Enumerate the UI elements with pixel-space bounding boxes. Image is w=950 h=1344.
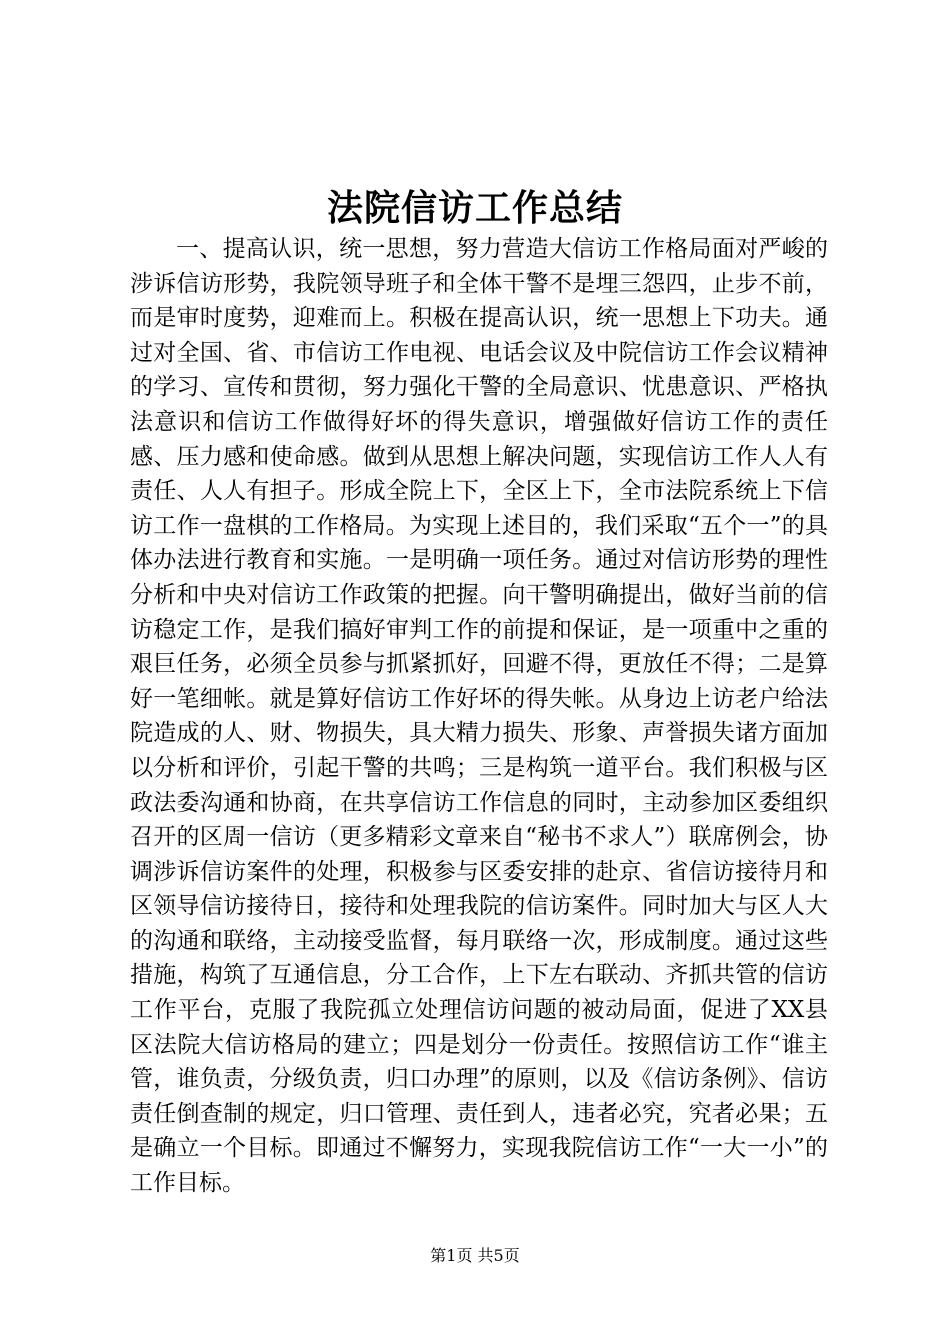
page-number-footer: 第1页 共5页	[430, 1246, 520, 1265]
document-body-paragraph: 一、提高认识，统一思想，努力营造大信访工作格局面对严峻的涉诉信访形势，我院领导班子和全体干警不是埋三怨四，止步不前，而是审时度势，迎难而上。积极在提高认识，统一思想上下功夫。通过对全国、省、市信访工作电视、电话会议及中院信访工作会议精神的学习、宣传和贯彻，努力强化干警的全局意识、忧患意识、严格执法意识和信访工作做得好坏的得失意识，增强做好信访工作的责任感、压力感和使命感。做到从思想上解决问题，实现信访工作人人有责任、人人有担子。形成全院上下，全区上下，全市法院系统上下信访工作一盘棋的工作格局。为实现上述目的，我们采取“五个一”的具体办法进行教育和实施。一是明确一项任务。通过对信访形势的理性分析和中央对信访工作政策的把握。向干警明确提出，做好当前的信访稳定工作，是我们搞好审判工作的前提和保证，是一项重中之重的艰巨任务，必须全员参与抓紧抓好，回避不得，更放任不得；二是算好一笔细帐。就是算好信访工作好坏的得失帐。从身边上访老户给法院造成的人、财、物损失，具大精力损失、形象、声誉损失诸方面加以分析和评价，引起干警的共鸣；三是构筑一道平台。我们积极与区政法委沟通和协商，在共享信访工作信息的同时，主动参加区委组织召开的区周一信访（更多精彩文章来自“秘书不求人”）联席例会，协调涉诉信访案件的处理，积极参与区委安排的赴京、省信访接待月和区领导信访接待日，接待和处理我院的信访案件。同时加大与区人大的沟通和联络，主动接受监督，每月联络一次，形成制度。通过这些措施，构筑了互通信息，分工合作，上下左右联动、齐抓共管的信访工作平台，克服了我院孤立处理信访问题的被动局面，促进了XX县区法院大信访格局的建立；四是划分一份责任。按照信访工作“谁主管，谁负责，分级负责，归口办理”的原则，以及《信访条例》、信访责任倒查制的规定，归口管理、责任到人，违者必究，究者必果；五是确立一个目标。即通过不懈努力，实现我院信访工作“一大一小”的工作目标。	[130, 236, 828, 1197]
document-title: 法院信访工作总结	[326, 187, 623, 229]
